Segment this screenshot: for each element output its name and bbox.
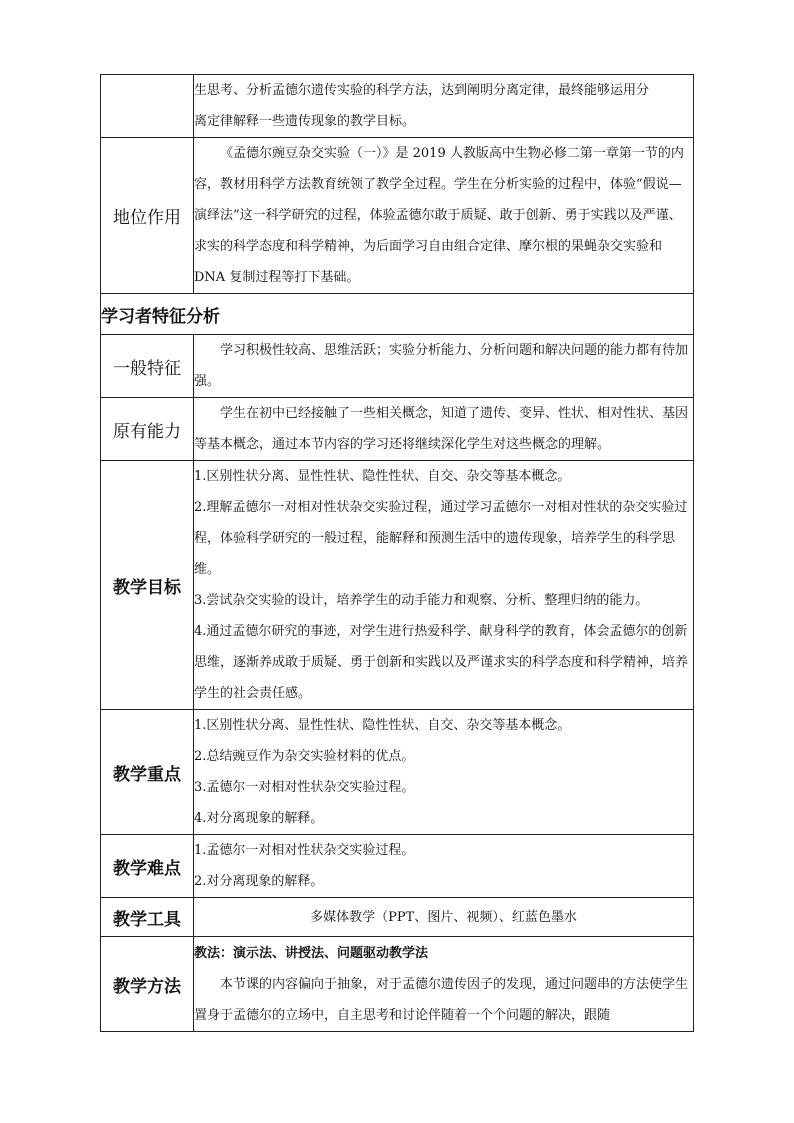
lesson-plan-table xyxy=(100,74,694,1032)
continuation-line: 生思考、分析孟德尔遗传实验的科学方法，达到阐明分离定律，最终能够运用分 xyxy=(194,83,650,98)
continuation-line: 离定律解释一些遗传现象的教学目标。 xyxy=(194,114,416,129)
difficulties-label: 教学难点 xyxy=(101,835,194,898)
tools-label: 教学工具 xyxy=(101,898,194,937)
continuation-text-cell xyxy=(194,75,694,138)
key-point-item: 4.对分离现象的解释。 xyxy=(194,811,324,826)
objective-item: 1.区别性状分离、显性性状、隐性性状、自交、杂交等基本概念。 xyxy=(194,469,571,484)
key-point-item: 2.总结豌豆作为杂交实验材料的优点。 xyxy=(194,749,415,764)
key-points-label: 教学重点 xyxy=(101,710,194,835)
table-row xyxy=(101,138,694,294)
objective-item: 2.理解孟德尔一对相对性状杂交实验过程，通过学习孟德尔一对相对性状的杂交实验过程，体验科学研究的一般过程，能解释和预测生活中的遗传现象，培养学生的科学思维。 xyxy=(194,500,688,577)
key-points-cell xyxy=(194,710,694,835)
table-row xyxy=(101,294,694,335)
key-point-item: 3.孟德尔一对相对性状杂交实验过程。 xyxy=(194,780,415,795)
difficulty-item: 2.对分离现象的解释。 xyxy=(194,874,324,889)
objectives-cell xyxy=(194,461,694,710)
objective-item: 3.尝试杂交实验的设计，培养学生的动手能力和观察、分析、整理归纳的能力。 xyxy=(194,593,649,608)
position-label: 地位作用 xyxy=(101,138,194,294)
position-text-cell xyxy=(194,138,694,294)
prior-text-cell xyxy=(194,398,694,461)
table-row xyxy=(101,398,694,461)
position-text: 《孟德尔豌豆杂交实验（一）》是 2019 人教版高中生物必修二第一章第一节的内容，教材用科学方法教育统领了教学全过程。学生在分析实验的过程中，体验“假说—演绎法”这一科学研究的过程，体验孟德尔敢于质疑、敢于创新、勇于实践以及严谨、求实的科学态度和科学精神，为后面学习自由组合定律、摩尔根的果蝇杂交实验和 DNA 复制过程等打下基础。 xyxy=(194,146,684,285)
methods-cell xyxy=(194,937,694,1032)
methods-heading: 教法：演示法、讲授法、问题驱动教学法 xyxy=(194,945,429,961)
table-row xyxy=(101,937,694,1032)
objectives-label: 教学目标 xyxy=(101,461,194,710)
general-label: 一般特征 xyxy=(101,335,194,398)
table-row xyxy=(101,461,694,710)
objective-item: 4.通过孟德尔研究的事迹，对学生进行热爱科学、献身科学的教育，体会孟德尔的创新思维，逐渐养成敢于质疑、勇于创新和实践以及严谨求实的科学态度和科学精神，培养学生的社会责任感。 xyxy=(194,624,689,701)
general-text-cell xyxy=(194,335,694,398)
difficulties-cell xyxy=(194,835,694,898)
tools-text: 多媒体教学（PPT、图片、视频）、红蓝色墨水 xyxy=(194,898,694,937)
empty-label-cell xyxy=(101,75,194,138)
methods-label: 教学方法 xyxy=(101,937,194,1032)
learner-section-title: 学习者特征分析 xyxy=(101,294,694,335)
table-row xyxy=(101,710,694,835)
table-row xyxy=(101,835,694,898)
difficulty-item: 1.孟德尔一对相对性状杂交实验过程。 xyxy=(194,843,415,858)
key-point-item: 1.区别性状分离、显性性状、隐性性状、自交、杂交等基本概念。 xyxy=(194,718,571,733)
table-row xyxy=(101,335,694,398)
prior-text: 学生在初中已经接触了一些相关概念，知道了遗传、变异、性状、相对性状、基因等基本概念，通过本节内容的学习还将继续深化学生对这些概念的理解。 xyxy=(194,406,689,452)
table-row xyxy=(101,75,694,138)
prior-label: 原有能力 xyxy=(101,398,194,461)
general-text: 学习积极性较高、思维活跃；实验分析能力、分析问题和解决问题的能力都有待加强。 xyxy=(194,343,689,389)
methods-text: 本节课的内容偏向于抽象，对于孟德尔遗传因子的发现，通过问题串的方法使学生置身于孟德尔的立场中，自主思考和讨论伴随着一个个问题的解决，跟随 xyxy=(194,976,689,1023)
table-row xyxy=(101,898,694,937)
